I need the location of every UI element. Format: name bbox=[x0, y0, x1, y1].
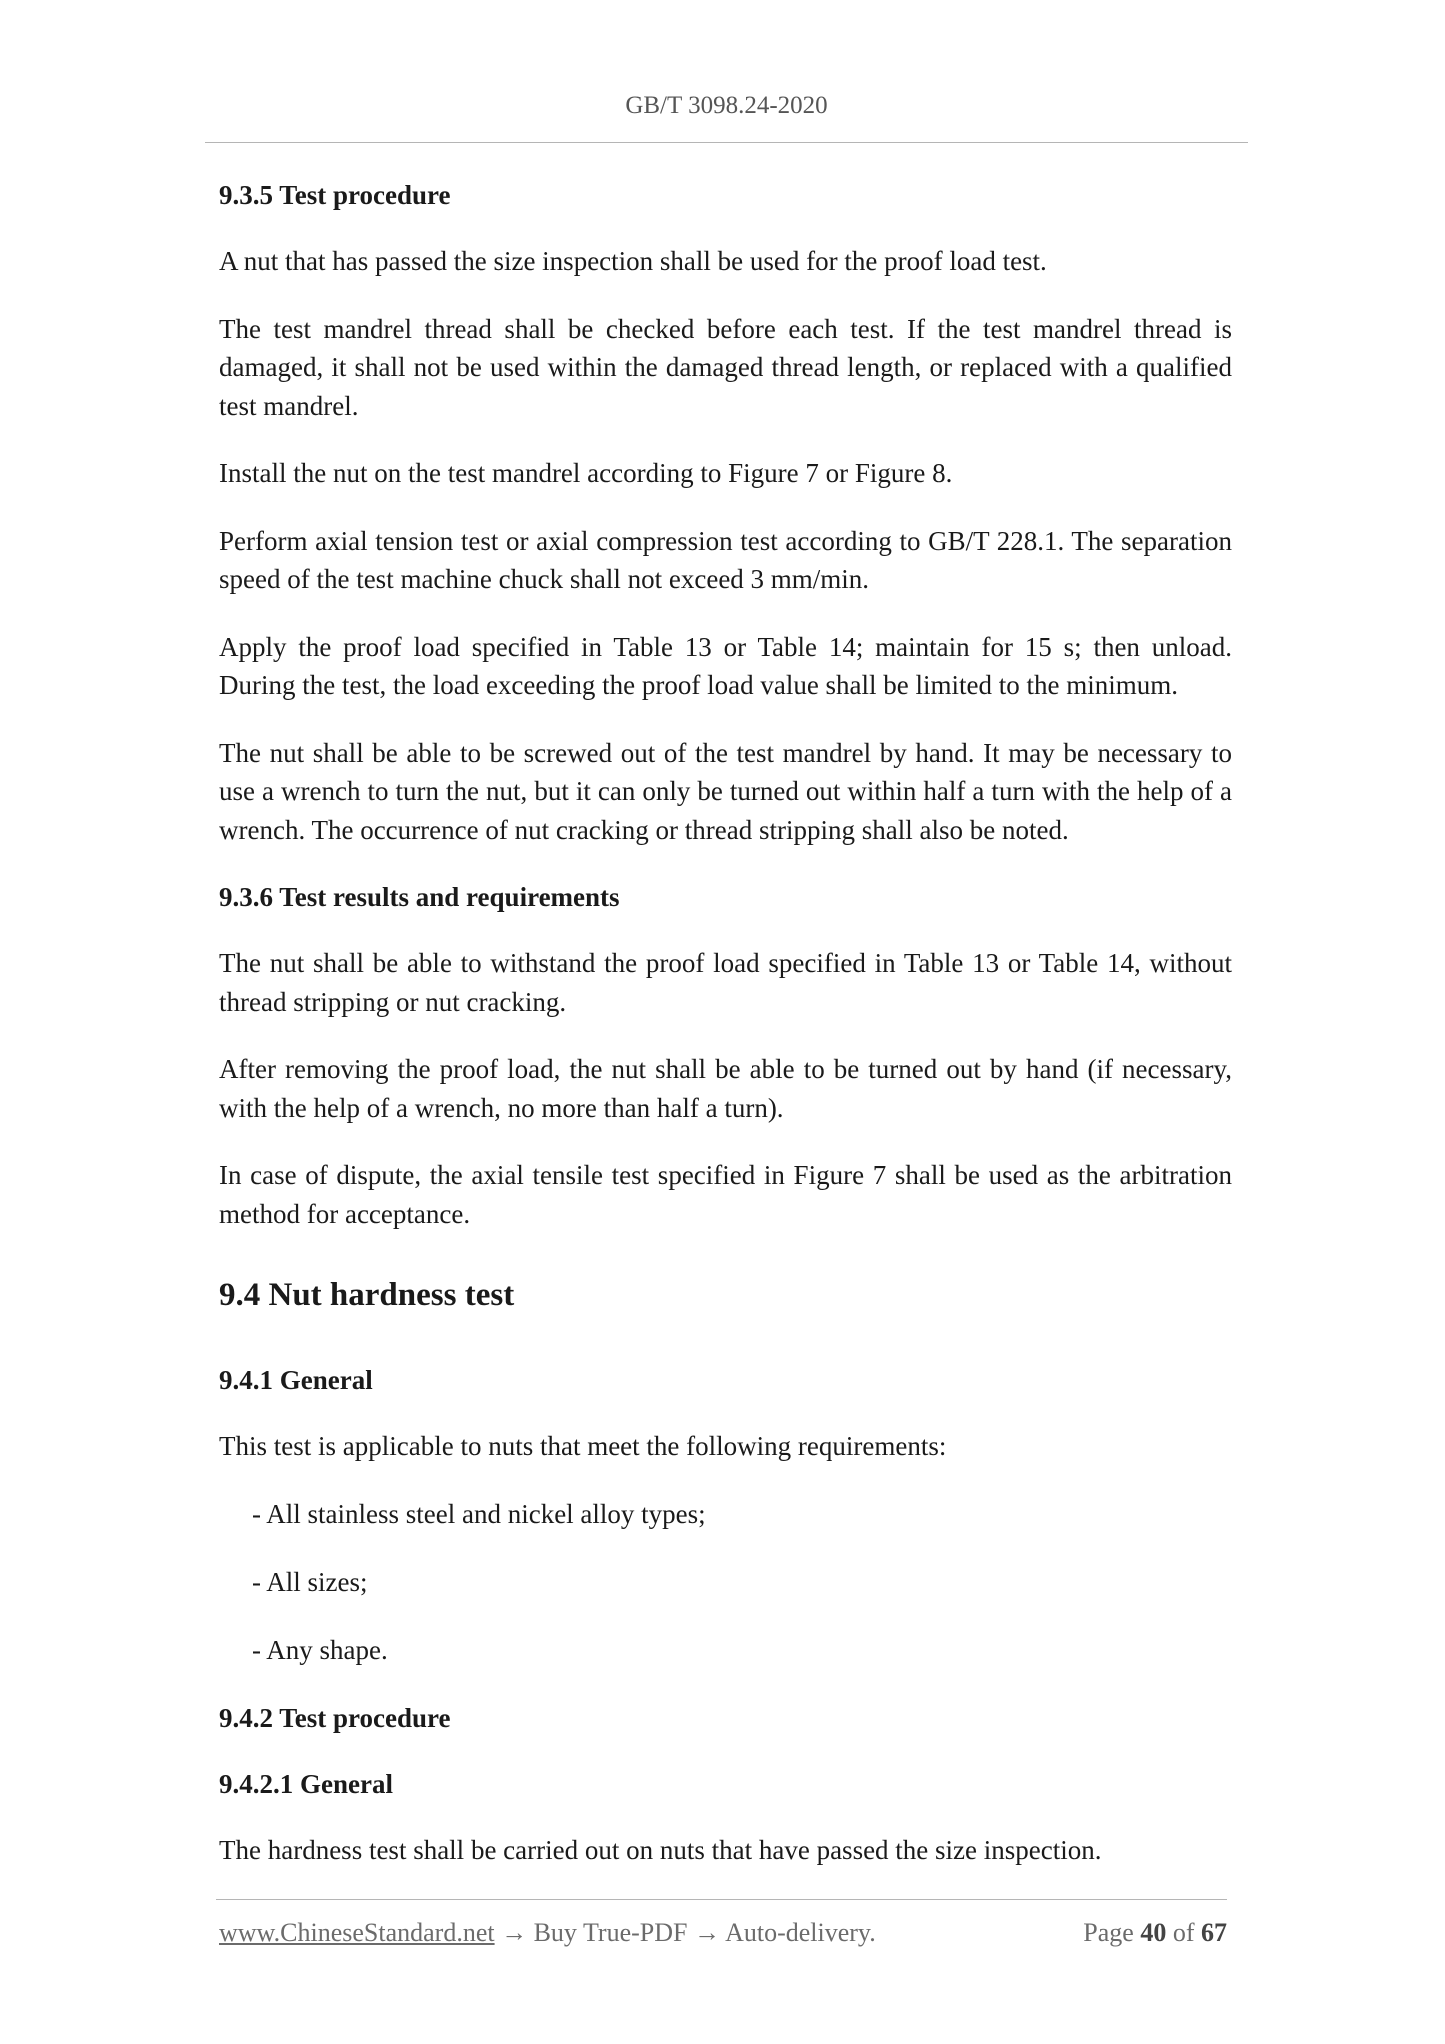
paragraph: Apply the proof load specified in Table 13 or Table 14; maintain for 15 s; then unload. During the test, the load exceeding the proof load value shall be limited to the minimum. bbox=[219, 631, 1232, 700]
heading-9-4: 9.4 Nut hardness test bbox=[219, 1277, 515, 1313]
heading-9-4-2: 9.4.2 Test procedure bbox=[219, 1702, 451, 1733]
running-header: GB/T 3098.24-2020 bbox=[625, 92, 828, 119]
list-item: - All sizes; bbox=[252, 1566, 368, 1597]
paragraph: In case of dispute, the axial tensile test specified in Figure 7 shall be used as the arbitration method for acceptance. bbox=[219, 1160, 1232, 1229]
page-body bbox=[219, 176, 1232, 1898]
paragraph: A nut that has passed the size inspection shall be used for the proof load test. bbox=[219, 246, 1047, 276]
header-divider bbox=[205, 142, 1248, 143]
paragraph: Install the nut on the test mandrel according to Figure 7 or Figure 8. bbox=[219, 458, 953, 488]
site-link[interactable]: www.ChineseStandard.net bbox=[219, 1918, 495, 1947]
page-footer bbox=[219, 1918, 1227, 1954]
paragraph: This test is applicable to nuts that meet the following requirements: bbox=[219, 1431, 947, 1461]
buy-pdf-text: Buy True-PDF bbox=[533, 1918, 688, 1947]
paragraph: After removing the proof load, the nut shall be able to be turned out by hand (if necessary, with the help of a wrench, no more than half a turn). bbox=[219, 1054, 1232, 1123]
heading-9-3-6: 9.3.6 Test results and requirements bbox=[219, 882, 620, 912]
paragraph: Perform axial tension test or axial compression test according to GB/T 228.1. The separation speed of the test machine chuck shall not exceed 3 mm/min. bbox=[219, 525, 1232, 594]
auto-delivery-text: Auto-delivery. bbox=[725, 1918, 876, 1947]
footer-links bbox=[219, 1918, 876, 1948]
arrow-right-icon: → bbox=[501, 1918, 528, 1947]
of-label: of bbox=[1172, 1918, 1195, 1947]
list-item: - All stainless steel and nickel alloy types; bbox=[252, 1498, 706, 1529]
paragraph: The hardness test shall be carried out on nuts that have passed the size inspection. bbox=[219, 1834, 1102, 1865]
paragraph: The test mandrel thread shall be checked before each test. If the test mandrel thread is damaged, it shall not be used within the damaged thread length, or replaced with a qualified test mandrel. bbox=[219, 313, 1232, 421]
paragraph: The nut shall be able to withstand the proof load specified in Table 13 or Table 14, without thread stripping or nut cracking. bbox=[219, 948, 1232, 1017]
total-pages: 67 bbox=[1201, 1918, 1227, 1947]
list-item: - Any shape. bbox=[252, 1634, 388, 1665]
heading-9-3-5: 9.3.5 Test procedure bbox=[219, 180, 451, 210]
arrow-right-icon: → bbox=[694, 1918, 720, 1947]
page-label: Page bbox=[1083, 1918, 1134, 1947]
paragraph: The nut shall be able to be screwed out of the test mandrel by hand. It may be necessary to use a wrench to turn the nut, but it can only be turned out within half a turn with the help of a wrench. The occurrence of nut cracking or thread stripping shall also be noted. bbox=[219, 737, 1232, 845]
footer-divider bbox=[216, 1899, 1227, 1900]
heading-9-4-1: 9.4.1 General bbox=[219, 1365, 373, 1395]
page-number bbox=[1083, 1918, 1227, 1948]
current-page: 40 bbox=[1140, 1918, 1167, 1947]
heading-9-4-2-1: 9.4.2.1 General bbox=[219, 1768, 393, 1799]
